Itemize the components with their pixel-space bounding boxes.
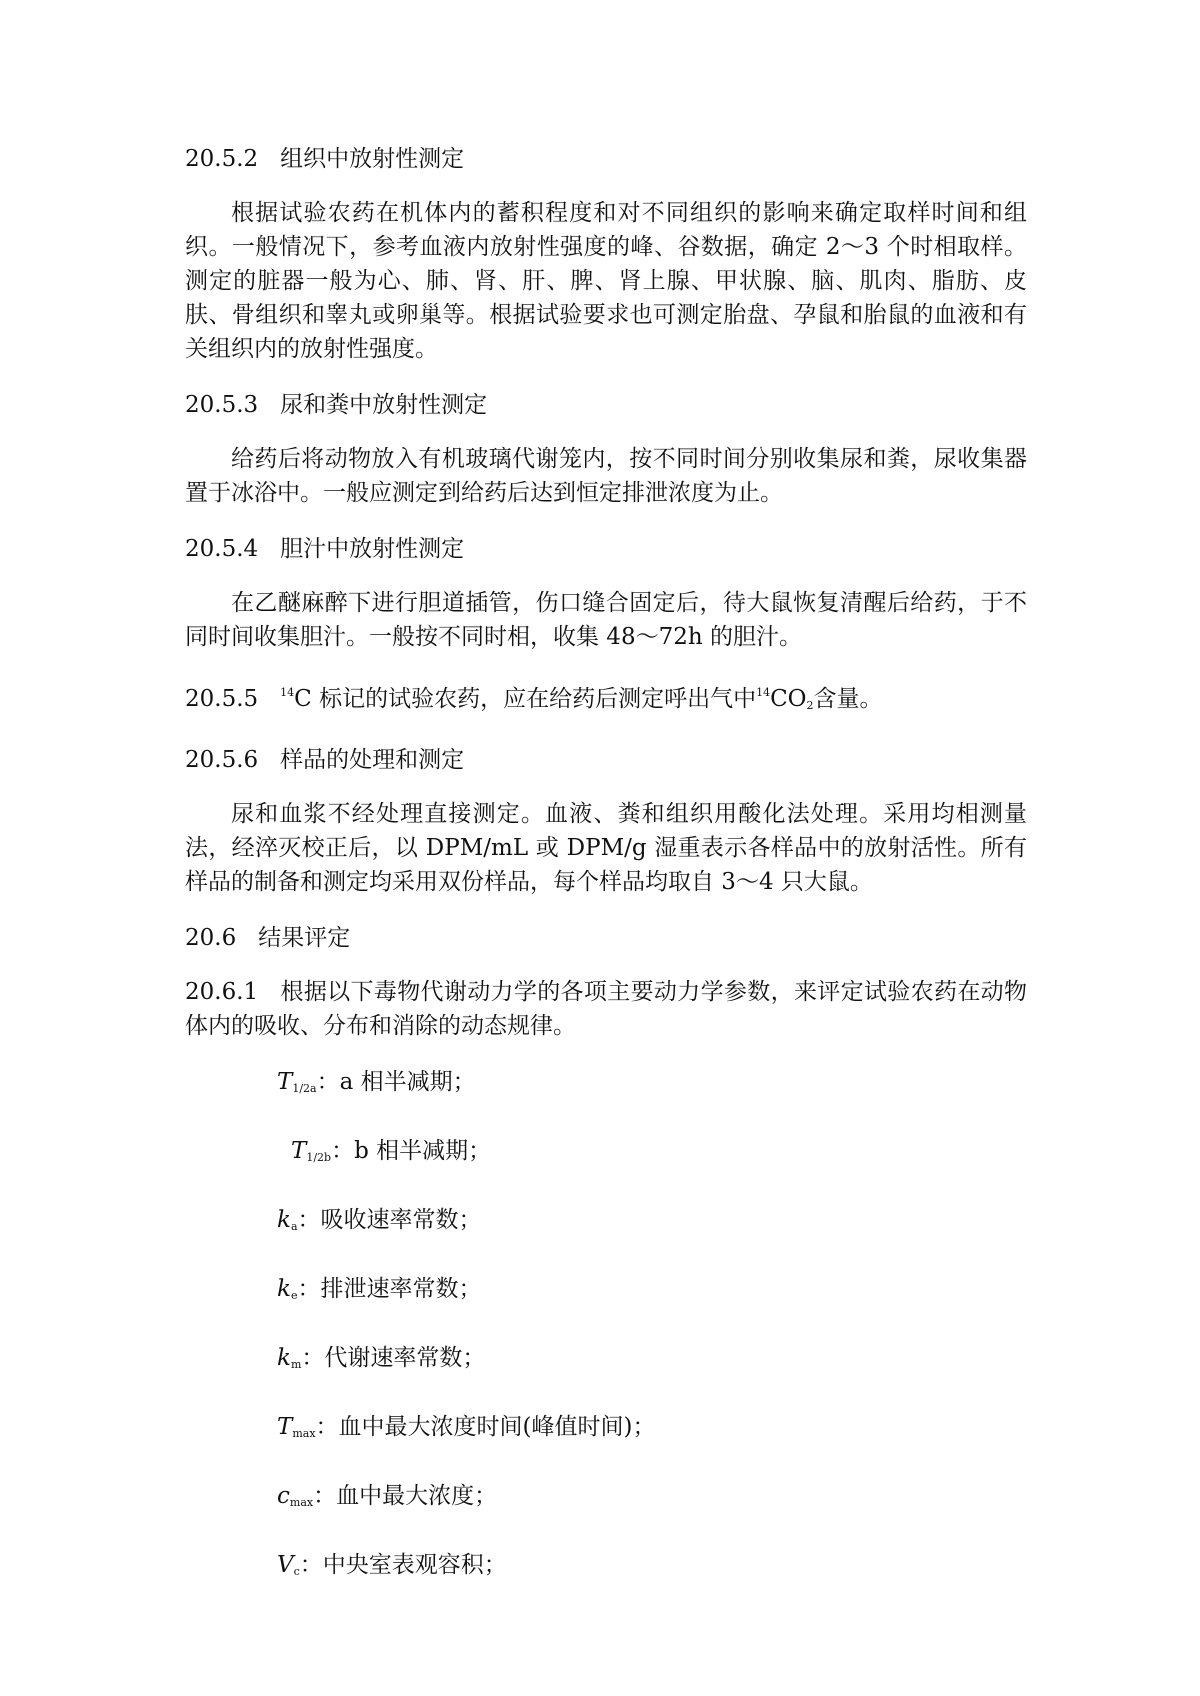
parameter-symbol: c [277, 1483, 290, 1509]
parameter-subscript: 1/2a [292, 1082, 317, 1095]
formula-co: CO [770, 686, 807, 712]
parameter-symbol: k [277, 1345, 291, 1371]
paragraph-20-6-1 [185, 975, 1027, 1043]
section-title: 组织中放射性测定 [280, 146, 465, 172]
parameter-item [185, 1203, 1027, 1244]
parameter-description: ：代谢速率常数； [301, 1345, 486, 1371]
section-heading-20-5-4 [185, 532, 1027, 566]
parameter-symbol: k [277, 1207, 291, 1233]
section-heading-20-5-3 [185, 388, 1027, 422]
paragraph-20-5-3: 给药后将动物放入有机玻璃代谢笼内，按不同时间分别收集尿和粪，尿收集器置于冰浴中。一般应测定到给药后达到恒定排泄浓度为止。 [185, 446, 1027, 506]
parameter-subscript: m [290, 1358, 302, 1371]
section-text: C 标记的试验农药，应在给药后测定呼出气中 [294, 686, 757, 712]
parameter-description: ：血中最大浓度； [313, 1483, 498, 1509]
parameter-item [185, 1272, 1027, 1313]
parameter-description: ：血中最大浓度时间(峰值时间)； [315, 1414, 656, 1440]
paragraph-20-5-6: 尿和血浆不经处理直接测定。血液、粪和组织用酸化法处理。采用均相测量法，经淬灭校正后，以 DPM/mL 或 DPM/g 湿重表示各样品中的放射活性。所有样品的制备和测定均采用双份样品，每个样品均取自 3～4 只大鼠。 [185, 801, 1027, 895]
section-number: 20.6.1 [185, 979, 259, 1005]
parameter-item [185, 1134, 1027, 1175]
parameter-subscript: a [290, 1220, 298, 1233]
parameter-subscript: c [293, 1565, 300, 1578]
section-title: 样品的处理和测定 [280, 747, 465, 773]
section-heading-20-5-2 [185, 142, 1027, 176]
section-number: 20.5.6 [185, 747, 259, 773]
parameter-description: ：排泄速率常数； [297, 1276, 482, 1302]
parameter-description: ：a 相半减期； [316, 1069, 476, 1095]
section-title: 结果评定 [258, 925, 351, 951]
parameter-item [185, 1548, 1027, 1589]
parameter-subscript: max [289, 1496, 314, 1509]
paragraph-20-5-4: 在乙醚麻醉下进行胆道插管，伤口缝合固定后，待大鼠恢复清醒后给药，于不同时间收集胆汁。一般按不同时相，收集 48～72h 的胆汁。 [185, 590, 1027, 650]
isotope-superscript: 14 [756, 686, 771, 699]
parameter-description: ：吸收速率常数； [297, 1207, 482, 1233]
parameter-description: ：b 相半减期； [331, 1138, 492, 1164]
section-number: 20.5.5 [185, 686, 259, 712]
parameter-subscript: max [292, 1427, 316, 1440]
parameter-symbol: T [277, 1069, 293, 1095]
parameter-symbol: k [277, 1276, 291, 1302]
section-heading-20-5-6 [185, 743, 1027, 777]
section-number: 20.5.2 [185, 146, 259, 172]
paragraph-20-5-2: 根据试验农药在机体内的蓄积程度和对不同组织的影响来确定取样时间和组织。一般情况下，参考血液内放射性强度的峰、谷数据，确定 2～3 个时相取样。测定的脏器一般为心、肺、肾、肝、脾、肾上腺、甲状腺、脑、肌肉、脂肪、皮肤、骨组织和睾丸或卵巢等。根据试验要求也可测定胎盘、孕鼠和胎鼠的血液和有关组织内的放射性强度。 [185, 200, 1027, 362]
paragraph-text: 根据以下毒物代谢动力学的各项主要动力学参数，来评定试验农药在动物体内的吸收、分布和消除的动态规律。 [185, 979, 1027, 1039]
section-heading-20-6 [185, 921, 1027, 955]
parameter-item [185, 1341, 1027, 1382]
parameter-symbol: T [277, 1414, 293, 1440]
parameter-symbol: T [291, 1138, 307, 1164]
section-number: 20.6 [185, 925, 237, 951]
section-number: 20.5.3 [185, 392, 259, 418]
section-title: 胆汁中放射性测定 [280, 536, 465, 562]
section-heading-20-5-5 [185, 676, 1027, 723]
parameter-subscript: e [290, 1289, 298, 1302]
parameter-item [185, 1479, 1027, 1520]
parameter-subscript: 1/2b [306, 1151, 332, 1164]
parameter-item [185, 1065, 1027, 1106]
document-page [185, 142, 1027, 1617]
parameter-item [185, 1410, 1027, 1451]
parameter-symbol: V [277, 1552, 294, 1578]
formula-subscript: 2 [806, 699, 814, 712]
isotope-superscript: 14 [280, 686, 295, 699]
parameter-description: ：中央室表观容积； [299, 1552, 507, 1578]
section-number: 20.5.4 [185, 536, 259, 562]
parameter-list [185, 1065, 1027, 1589]
section-title: 尿和粪中放射性测定 [280, 392, 488, 418]
section-text-end: 含量。 [813, 686, 883, 712]
